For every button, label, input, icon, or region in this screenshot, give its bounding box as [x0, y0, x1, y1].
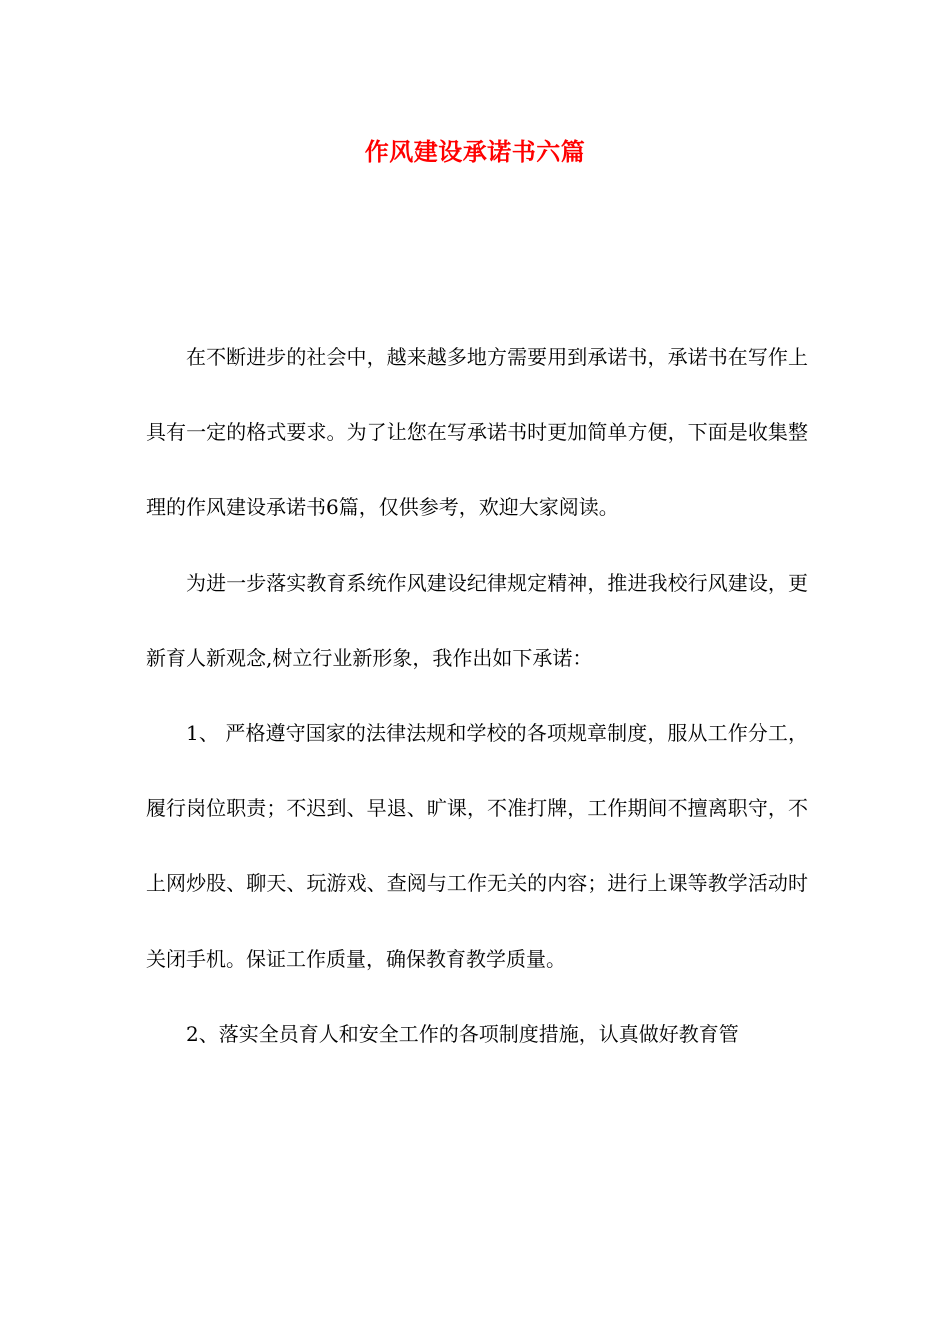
paragraph-item-2: 2、落实全员育人和安全工作的各项制度措施，认真做好教育管 [186, 1021, 739, 1046]
document-title: 作风建设承诺书六篇 [364, 137, 586, 166]
document-body [146, 320, 808, 1072]
paragraph-intro: 在不断进步的社会中，越来越多地方需要用到承诺书，承诺书在写作上具有一定的格式要求。为了让您在写承诺书时更加简单方便，下面是收集整理的作风建设承诺书6篇，仅供参考，欢迎大家阅读。 [146, 345, 808, 520]
paragraph-commitment-preamble: 为进一步落实教育系统作风建设纪律规定精神，推进我校行风建设，更新育人新观念,树立行业新形象，我作出如下承诺： [146, 570, 808, 670]
paragraph-item-1: 1、 严格遵守国家的法律法规和学校的各项规章制度，服从工作分工，履行岗位职责；不迟到、早退、旷课，不准打牌，工作期间不擅离职守，不上网炒股、聊天、玩游戏、查阅与工作无关的内容；进行上课等教学活动时关闭手机。保证工作质量，确保教育教学质量。 [146, 721, 808, 971]
